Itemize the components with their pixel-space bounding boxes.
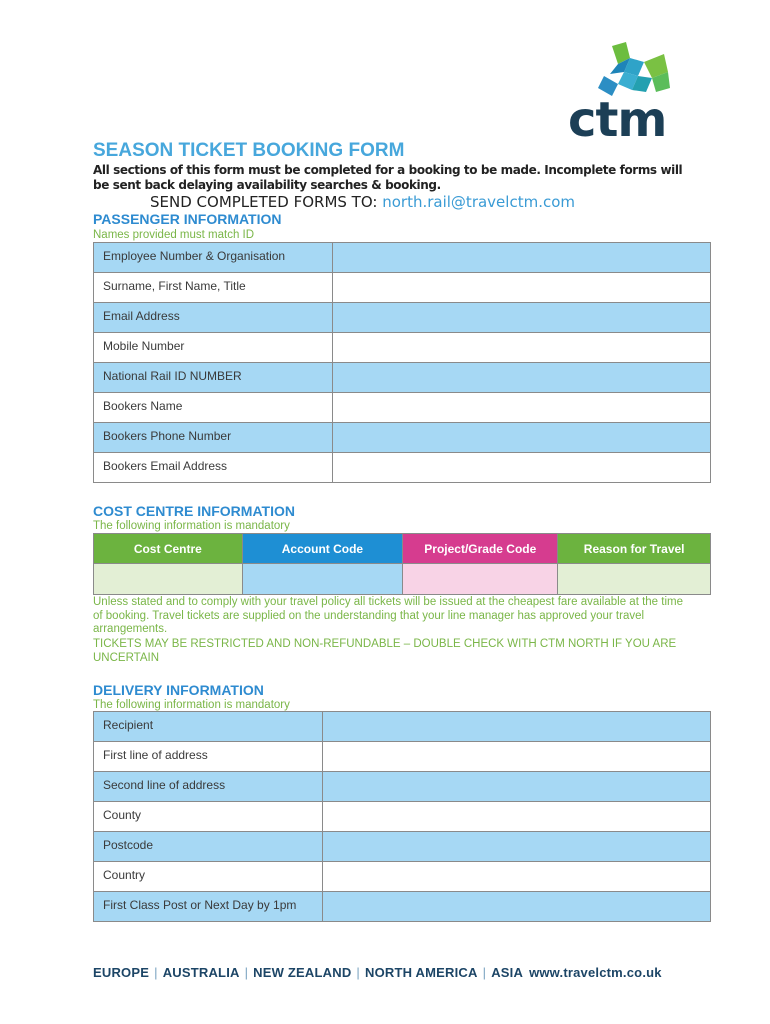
field-label: First line of address: [94, 742, 323, 772]
footer-region: NORTH AMERICA: [365, 965, 478, 980]
field-label: National Rail ID NUMBER: [94, 363, 333, 393]
send-label: SEND COMPLETED FORMS TO:: [150, 193, 378, 211]
passenger-note: Names provided must match ID: [93, 229, 255, 241]
field-input[interactable]: [323, 772, 711, 802]
cost-column-header: Cost Centre: [94, 534, 243, 564]
cost-centre-disclaimer: Unless stated and to comply with your travel policy all tickets will be issued at the cheapest fare available at the time of booking. Travel tickets are supplied on the understanding that your line manager has approved your travel arrangements.: [93, 596, 683, 635]
field-input[interactable]: [323, 862, 711, 892]
field-label: Bookers Name: [94, 393, 333, 423]
table-row: [94, 772, 711, 802]
field-label: Second line of address: [94, 772, 323, 802]
field-label: Surname, First Name, Title: [94, 273, 333, 303]
table-row: [94, 303, 711, 333]
field-label: Bookers Phone Number: [94, 423, 333, 453]
field-input[interactable]: [333, 243, 711, 273]
cost-centre-note: The following information is mandatory: [93, 520, 290, 532]
table-row: [94, 802, 711, 832]
field-label: First Class Post or Next Day by 1pm: [94, 892, 323, 922]
footer-region: ASIA: [491, 965, 524, 980]
field-input[interactable]: [333, 273, 711, 303]
table-row: [94, 892, 711, 922]
field-input[interactable]: [323, 712, 711, 742]
field-label: Postcode: [94, 832, 323, 862]
cost-centre-warning: TICKETS MAY BE RESTRICTED AND NON-REFUNDABLE – DOUBLE CHECK WITH CTM NORTH IF YOU ARE UNCERTAIN: [93, 638, 677, 664]
field-input[interactable]: [323, 832, 711, 862]
field-input[interactable]: [333, 393, 711, 423]
field-label: County: [94, 802, 323, 832]
cost-value-input[interactable]: [558, 564, 711, 595]
footer-separator: |: [482, 965, 487, 980]
cost-value-input[interactable]: [94, 564, 243, 595]
footer-separator: |: [154, 965, 158, 980]
form-title: SEASON TICKET BOOKING FORM: [93, 140, 405, 161]
table-row: [94, 453, 711, 483]
passenger-heading: PASSENGER INFORMATION: [93, 211, 282, 227]
table-row: [94, 742, 711, 772]
send-email-link[interactable]: north.rail@travelctm.com: [382, 193, 575, 211]
table-row: [94, 423, 711, 453]
field-input[interactable]: [333, 363, 711, 393]
delivery-heading: DELIVERY INFORMATION: [93, 682, 264, 698]
field-label: Country: [94, 862, 323, 892]
field-label: Mobile Number: [94, 333, 333, 363]
table-row: [94, 393, 711, 423]
send-forms-line: [150, 193, 575, 211]
table-row: [94, 832, 711, 862]
cost-column-header: Reason for Travel: [558, 534, 711, 564]
field-input[interactable]: [333, 423, 711, 453]
table-row: [94, 243, 711, 273]
field-input[interactable]: [323, 802, 711, 832]
footer-url-link[interactable]: www.travelctm.co.uk: [529, 965, 662, 980]
field-label: Bookers Email Address: [94, 453, 333, 483]
field-input[interactable]: [323, 892, 711, 922]
field-label: Recipient: [94, 712, 323, 742]
cost-value-input[interactable]: [242, 564, 403, 595]
cost-centre-table: [93, 533, 711, 595]
table-row: [94, 333, 711, 363]
footer-region: EUROPE: [93, 965, 150, 980]
field-input[interactable]: [333, 303, 711, 333]
footer-region: NEW ZEALAND: [253, 965, 352, 980]
field-label: Email Address: [94, 303, 333, 333]
table-row: [94, 273, 711, 303]
form-instruction: All sections of this form must be completed for a booking to be made. Incomplete forms will be sent back delaying availability searches & booking.: [93, 163, 683, 192]
field-input[interactable]: [323, 742, 711, 772]
table-row: [94, 862, 711, 892]
passenger-table: [93, 242, 711, 483]
delivery-table: [93, 711, 711, 922]
footer-regions: [93, 965, 662, 980]
cost-column-header: Account Code: [242, 534, 403, 564]
cost-value-input[interactable]: [403, 564, 558, 595]
footer-region: AUSTRALIA: [162, 965, 240, 980]
cost-column-header: Project/Grade Code: [403, 534, 558, 564]
cost-centre-heading: COST CENTRE INFORMATION: [93, 503, 295, 519]
field-input[interactable]: [333, 333, 711, 363]
footer-separator: |: [244, 965, 249, 980]
field-label: Employee Number & Organisation: [94, 243, 333, 273]
table-row: [94, 363, 711, 393]
footer-separator: |: [356, 965, 360, 980]
field-input[interactable]: [333, 453, 711, 483]
delivery-note: The following information is mandatory: [93, 699, 290, 711]
ctm-logo-wordmark: ctm: [568, 92, 667, 148]
table-row: [94, 712, 711, 742]
